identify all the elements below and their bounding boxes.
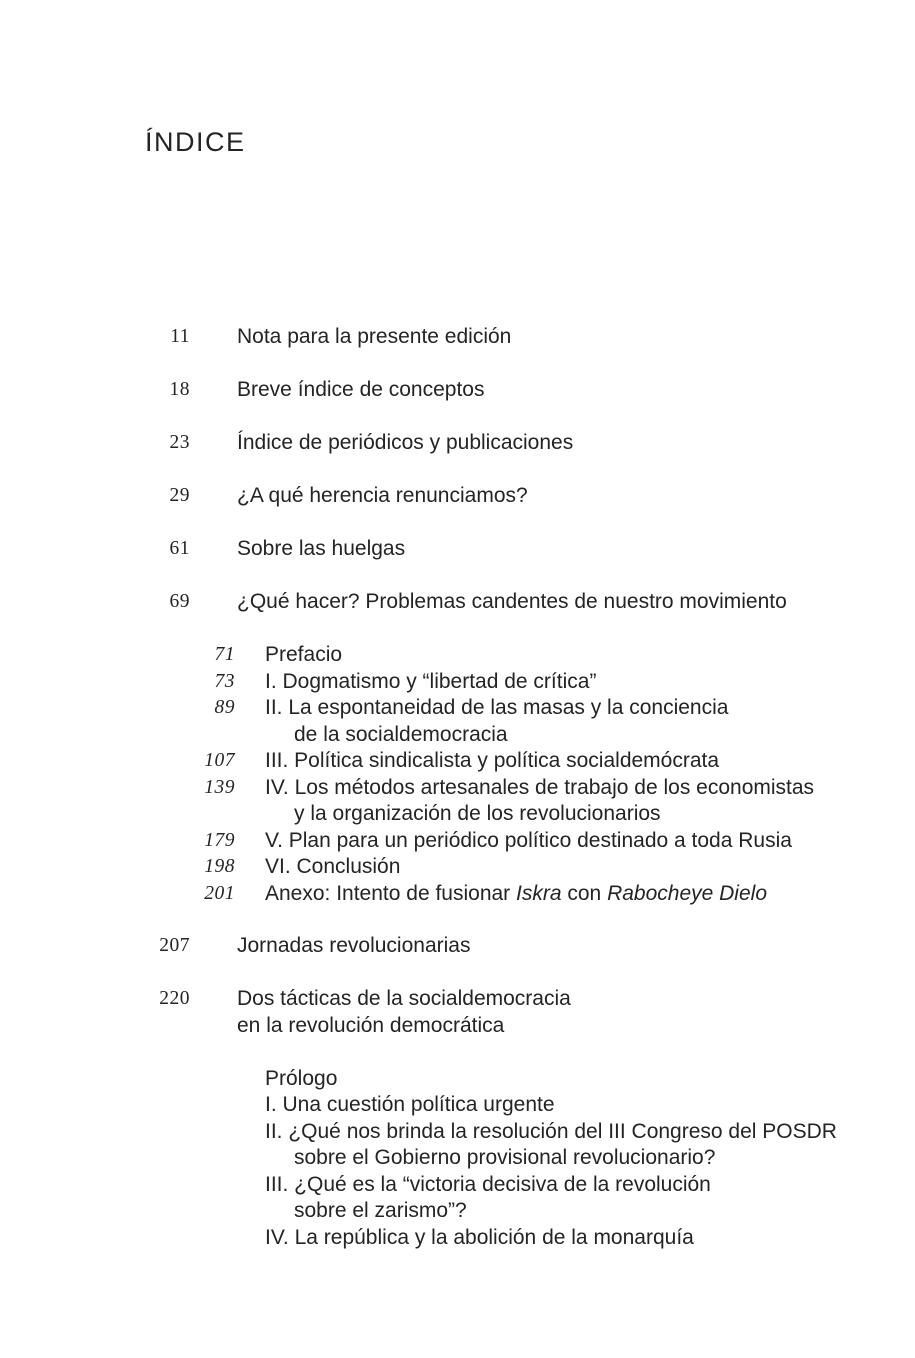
toc-entry bbox=[0, 430, 915, 457]
entry-title-line: Nota para la presente edición bbox=[237, 325, 512, 348]
page-number: 179 bbox=[204, 829, 235, 851]
entry-title bbox=[265, 669, 596, 696]
toc-entry bbox=[0, 1119, 915, 1172]
entry-title-line: sobre el zarismo”? bbox=[294, 1199, 467, 1222]
entry-title-line: Prefacio bbox=[265, 643, 343, 666]
page-number: 207 bbox=[159, 935, 190, 956]
entry-title bbox=[237, 589, 787, 616]
page-number: 89 bbox=[214, 697, 235, 718]
entry-title bbox=[265, 881, 767, 908]
entry-title-line: sobre el Gobierno provisional revolucionario? bbox=[294, 1146, 716, 1169]
entry-title-line: V. Plan para un periódico político destinado a toda Rusia bbox=[265, 828, 792, 852]
entry-title-line: ¿Qué hacer? Problemas candentes de nuestro movimiento bbox=[237, 590, 787, 613]
entry-title bbox=[265, 854, 400, 881]
entry-title bbox=[237, 933, 470, 960]
entry-title-line: en la revolución democrática bbox=[237, 1013, 505, 1037]
toc-entry bbox=[0, 589, 915, 616]
entry-title bbox=[237, 430, 573, 457]
toc-entry bbox=[0, 748, 915, 775]
entry-title bbox=[265, 1172, 711, 1225]
entry-title bbox=[265, 828, 792, 855]
entry-title-line: III. Política sindicalista y política socialdemócrata bbox=[265, 749, 720, 772]
toc-entry bbox=[0, 986, 915, 1039]
entry-title-line: I. Una cuestión política urgente bbox=[265, 1093, 555, 1116]
toc-entry bbox=[0, 881, 915, 908]
page-number: 107 bbox=[204, 750, 235, 771]
entry-title-line: Prólogo bbox=[265, 1066, 338, 1090]
entry-title-line: Anexo: Intento de fusionar Iskra con Rabocheye Dielo bbox=[265, 881, 767, 905]
entry-title-line: Índice de periódicos y publicaciones bbox=[237, 431, 574, 454]
entry-title bbox=[265, 1092, 555, 1119]
page-number: 29 bbox=[169, 485, 190, 506]
toc-entry bbox=[0, 854, 915, 881]
toc-entry bbox=[0, 1172, 915, 1225]
page-number: 198 bbox=[204, 856, 235, 877]
entry-title-line: IV. Los métodos artesanales de trabajo de los economistas bbox=[265, 775, 815, 799]
toc-entry bbox=[0, 695, 915, 748]
toc-entry bbox=[0, 483, 915, 510]
entry-title-line: Dos tácticas de la socialdemocracia bbox=[237, 987, 571, 1010]
entry-title-line: ¿A qué herencia renunciamos? bbox=[237, 484, 528, 507]
page-number: 73 bbox=[214, 670, 235, 692]
toc-entry bbox=[0, 1092, 915, 1119]
entry-title bbox=[265, 775, 814, 828]
entry-title bbox=[265, 1225, 694, 1252]
entry-title-line: Breve índice de conceptos bbox=[237, 378, 485, 401]
entry-title-line: Jornadas revolucionarias bbox=[237, 934, 471, 957]
page-number: 23 bbox=[169, 432, 190, 453]
entry-title bbox=[265, 748, 719, 775]
entry-title-line: VI. Conclusión bbox=[265, 855, 401, 878]
entry-title-line: IV. La república y la abolición de la monarquía bbox=[265, 1225, 694, 1249]
entry-title bbox=[237, 324, 511, 351]
toc-entry bbox=[0, 1066, 915, 1093]
toc-entry bbox=[0, 1225, 915, 1252]
toc-entry bbox=[0, 828, 915, 855]
entry-title bbox=[265, 695, 728, 748]
toc-entry bbox=[0, 775, 915, 828]
entry-title-line: Sobre las huelgas bbox=[237, 537, 406, 560]
page-number: 220 bbox=[159, 988, 190, 1009]
entry-title-line: de la socialdemocracia bbox=[294, 722, 508, 746]
page-title: ÍNDICE bbox=[145, 127, 246, 157]
toc-entry bbox=[0, 642, 915, 669]
toc-entry bbox=[0, 669, 915, 696]
page-number: 69 bbox=[169, 591, 190, 612]
toc-entry bbox=[0, 324, 915, 351]
entry-title-line: II. La espontaneidad de las masas y la conciencia bbox=[265, 696, 729, 719]
page-number: 139 bbox=[204, 776, 235, 798]
page-number: 11 bbox=[170, 326, 190, 347]
entry-title bbox=[265, 1066, 337, 1093]
toc-entry bbox=[0, 377, 915, 404]
page-number: 201 bbox=[204, 882, 235, 904]
entry-title bbox=[265, 1119, 837, 1172]
toc-entry bbox=[0, 536, 915, 563]
toc-list bbox=[0, 324, 915, 1251]
entry-title bbox=[237, 483, 528, 510]
page-number: 61 bbox=[169, 538, 190, 559]
toc-entry bbox=[0, 933, 915, 960]
entry-title bbox=[237, 536, 405, 563]
entry-title bbox=[237, 986, 571, 1039]
entry-title bbox=[237, 377, 485, 404]
entry-title-line: II. ¿Qué nos brinda la resolución del III Congreso del POSDR bbox=[265, 1119, 837, 1143]
page-number: 18 bbox=[169, 379, 190, 400]
page-number: 71 bbox=[214, 644, 235, 665]
entry-title-line: I. Dogmatismo y “libertad de crítica” bbox=[265, 669, 597, 693]
entry-title-line: y la organización de los revolucionarios bbox=[294, 802, 661, 825]
entry-title-line: III. ¿Qué es la “victoria decisiva de la revolución bbox=[265, 1172, 711, 1196]
entry-title bbox=[265, 642, 342, 669]
